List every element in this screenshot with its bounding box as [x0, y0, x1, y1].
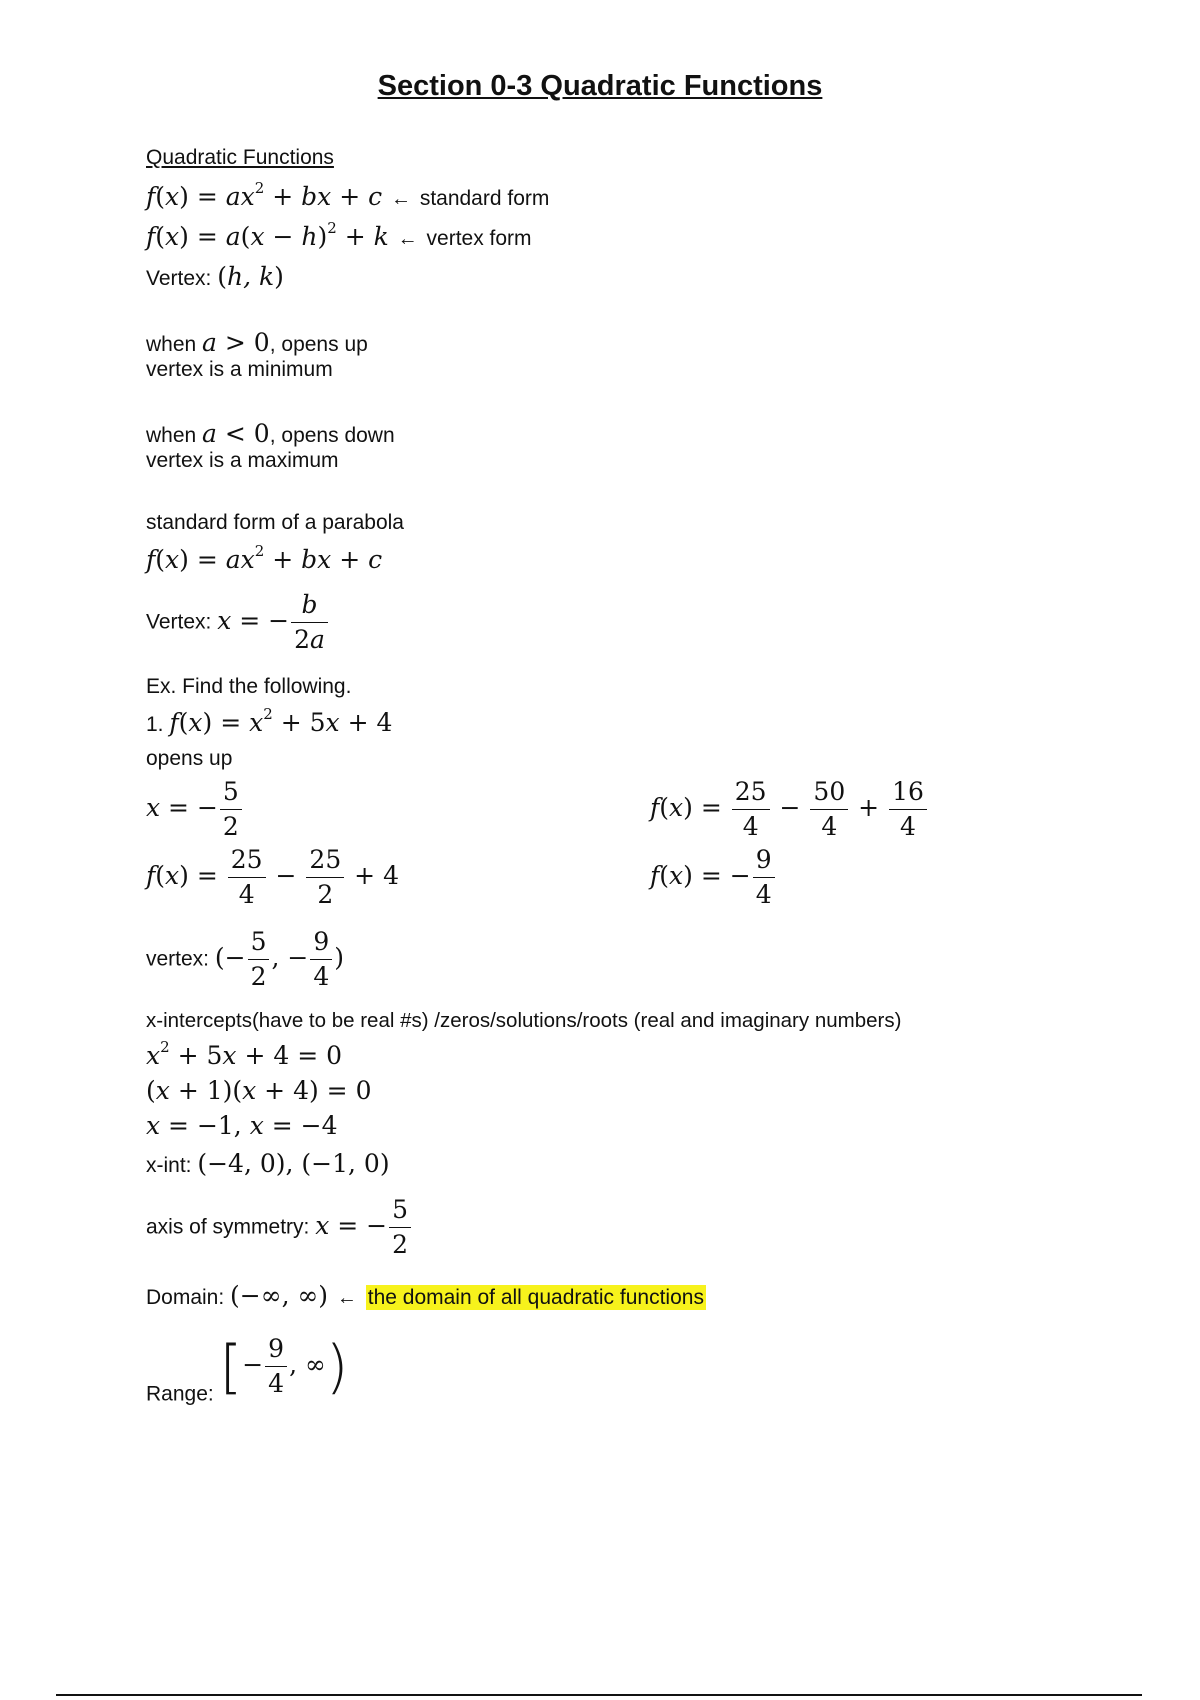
when-text: when: [146, 424, 197, 447]
equation: f(x) = − $\frac{9}{4}$: [650, 861, 777, 890]
page-title: Section 0-3 Quadratic Functions: [377, 70, 823, 102]
vertex-minimum: vertex is a minimum: [146, 358, 333, 381]
left-arrow-icon: ←: [336, 1287, 357, 1309]
bottom-rule: [56, 1694, 1142, 1696]
a-less-zero: a < 0: [202, 419, 270, 448]
opens-up-result: opens up: [146, 747, 233, 770]
example-prompt: Ex. Find the following.: [146, 675, 352, 698]
f-vertex-calc-right-1: [650, 778, 929, 840]
solve-step-2: [146, 1076, 371, 1105]
x-intercepts-heading: x-intercepts(have to be real #s) /zeros/solutions/roots (real and imaginary numbers): [146, 1009, 902, 1032]
f-vertex-calc-right-2: [650, 846, 777, 908]
equation: f(x) = $\frac{25}{4}$ − $\frac{50}{4}$ + $\frac{16}{4}$: [650, 793, 929, 822]
vertex-formula: x = − $\frac{b}{2a}$: [217, 606, 330, 635]
standard-form-line: [146, 179, 550, 211]
equation: x = − $\frac{5}{2}$: [146, 793, 244, 822]
equation: $x^2 + 5x + 4 = 0$: [146, 1038, 343, 1070]
vertex-line: [146, 262, 284, 291]
x-int-label: x-int:: [146, 1154, 192, 1177]
range-line: [146, 1332, 349, 1407]
example-number: 1.: [146, 713, 164, 736]
axis-equation: x = − $\frac{5}{2}$: [315, 1211, 413, 1240]
vertex-maximum: vertex is a maximum: [146, 449, 339, 472]
section-heading: Quadratic Functions: [146, 146, 334, 169]
x-int-line: [146, 1149, 390, 1178]
vertex-form-line: [146, 219, 532, 251]
opens-up-text: , opens up: [269, 333, 368, 356]
domain-interval: (−∞, ∞): [230, 1281, 329, 1310]
vertex-result: (− $\frac{5}{2}$ , − $\frac{9}{4}$ ): [214, 927, 344, 991]
vertex-label: Vertex:: [146, 267, 212, 290]
standard-form-heading: standard form of a parabola: [146, 511, 404, 534]
equation: f(x) = $\frac{25}{4}$ − $\frac{25}{2}$ + 4: [146, 845, 399, 909]
equation: (x + 1)(x + 4) = 0: [146, 1076, 372, 1105]
x-int-values: (−4, 0), (−1, 0): [197, 1149, 390, 1178]
solve-step-1: [146, 1038, 343, 1070]
opens-down-line: [146, 419, 395, 448]
vertex-formula-line: [146, 591, 330, 653]
example-function: $f(x) = x^2 + 5x + 4$: [169, 705, 393, 737]
opens-down-text: , opens down: [269, 424, 395, 447]
vertex-label: Vertex:: [146, 610, 212, 634]
vertex-label: vertex:: [146, 947, 210, 971]
left-arrow-icon: ←: [390, 188, 411, 210]
vertex-point: (h, k): [217, 262, 284, 291]
domain-line: [146, 1281, 706, 1310]
axis-label: axis of symmetry:: [146, 1215, 310, 1239]
when-text: when: [146, 333, 197, 356]
standard-form-label: standard form: [419, 187, 550, 210]
left-arrow-icon: ←: [397, 228, 418, 250]
a-greater-zero: a > 0: [202, 328, 270, 357]
opens-up-line: [146, 328, 368, 357]
equation: $f(x) = ax^2$ + bx + c: [146, 542, 383, 574]
solve-step-3: [146, 1111, 338, 1140]
vertex-form-equation: $f(x) = a(x - h)^2 + k$: [146, 219, 389, 251]
range-interval: [− $\frac{9}{4}$ , ∞): [219, 1332, 349, 1400]
vertex-form-label: vertex form: [426, 227, 532, 250]
f-vertex-calc: [146, 846, 399, 908]
x-vertex-calc: [146, 778, 244, 840]
example-function-line: [146, 705, 393, 737]
vertex-result-line: [146, 928, 344, 990]
domain-label: Domain:: [146, 1286, 225, 1309]
standard-form-equation: $f(x) = ax^2$ + bx + c: [146, 179, 383, 211]
axis-of-symmetry-line: [146, 1196, 413, 1258]
standard-form-equation-2: [146, 542, 383, 574]
equation: x = −1, x = −4: [146, 1111, 338, 1140]
domain-note-highlight: the domain of all quadratic functions: [367, 1286, 704, 1309]
range-label: Range:: [146, 1382, 214, 1406]
